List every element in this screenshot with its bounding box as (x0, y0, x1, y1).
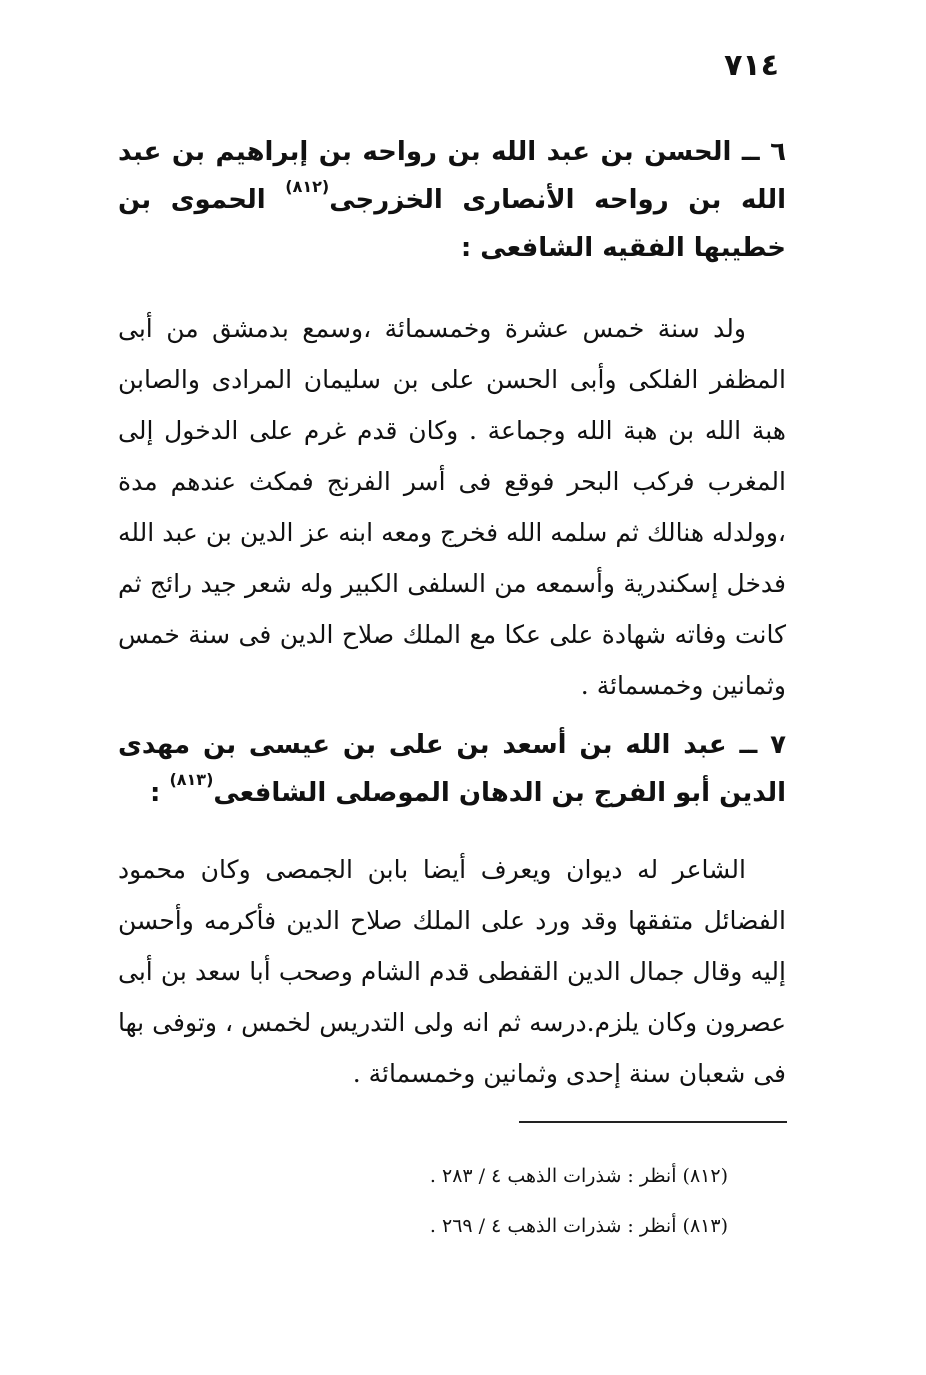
footnote-divider (519, 1121, 787, 1123)
entry-heading-7 (118, 721, 786, 817)
entry-heading-tail: الحموى بن خطيبها الفقيه الشافعى : (118, 185, 786, 263)
entry-heading-6 (118, 128, 786, 272)
footnotes (328, 1151, 728, 1251)
page-number: ٧١٤ (724, 48, 779, 83)
entry-heading-text: ٧ ــ عبد الله بن أسعد بن على بن عيسى بن مهدى الدين أبو الفرج بن الدهان الموصلى الشافعى (118, 730, 786, 808)
entry-body-7: الشاعر له ديوان ويعرف أيضا بابن الجمصى وكان محمود الفضائل متفقها وقد ورد على الملك صلاح الدين فأكرمه وأحسن إليه وقال جمال الدين القفطى قدم الشام وصحب أبا سعد بن أبى عصرون وكان يلزم.درسه ثم انه ولى التدريس لخمس ، وتوفى بها فى شعبان سنة إحدى وثمانين وخمسمائة . (118, 855, 786, 1088)
footnote-reference-813: (٨١٣) (169, 770, 214, 789)
entry-heading-text: ٦ ــ الحسن بن عبد الله بن رواحه بن إبراهيم بن عبد الله بن رواحه الأنصارى الخزرجى (118, 137, 786, 215)
entry-heading-tail: : (149, 778, 161, 808)
footnote-reference-812: (٨١٢) (285, 177, 330, 196)
footnote-812: (٨١٢) أنظر : شذرات الذهب ٤ / ٢٨٣ . (429, 1165, 728, 1187)
entry-body-6: ولد سنة خمس عشرة وخمسمائة ،وسمع بدمشق من أبى المظفر الفلكى وأبى الحسن على بن سليمان المرادى والصابن هبة الله بن هبة الله وجماعة . وكان قدم غرم على الدخول إلى المغرب فركب البحر فوقع فى أسر الفرنج فمكث عندهم مدة ،وولدله هنالك ثم سلمه الله فخرج ومعه ابنه عز الدين بن عبد الله فدخل إسكندرية وأسمعه من السلفى الكبير وله شعر جيد رائج ثم كانت وفاته شهادة على عكا مع الملك صلاح الدين فى سنة خمس وثمانين وخمسمائة . (118, 314, 786, 700)
footnote-813: (٨١٣) أنظر : شذرات الذهب ٤ / ٢٦٩ . (429, 1215, 728, 1237)
